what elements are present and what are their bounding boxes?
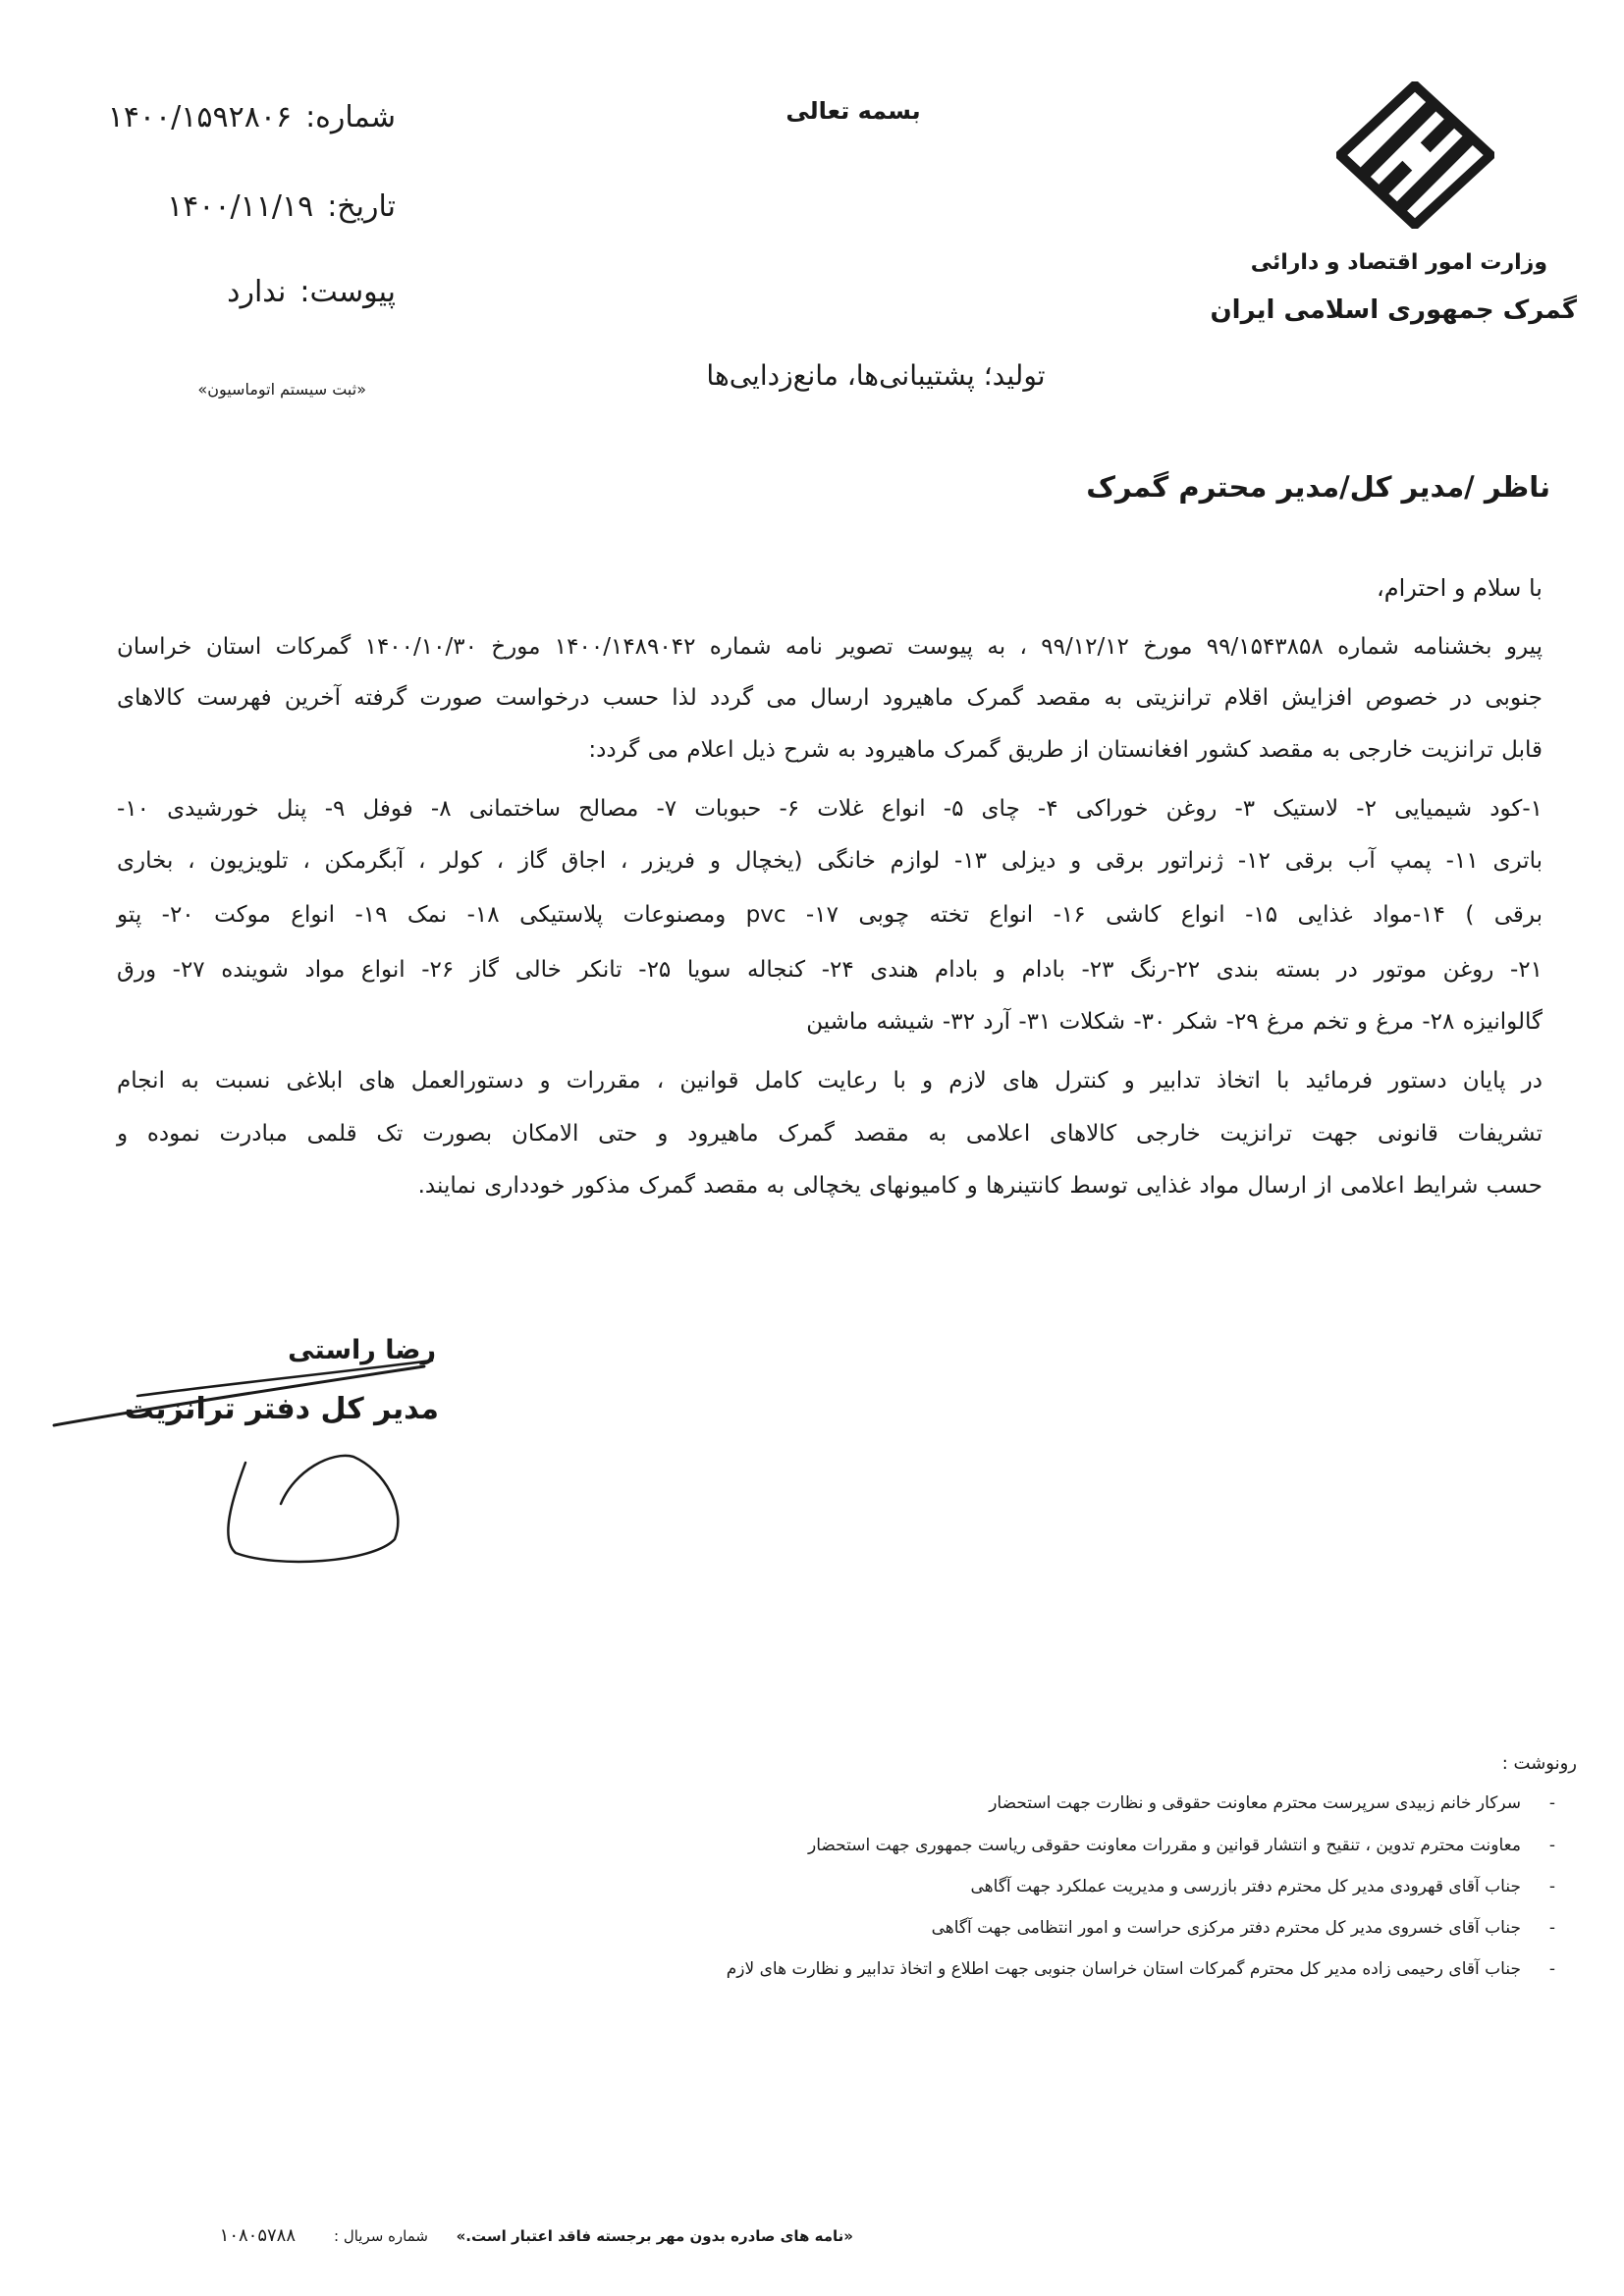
cc-bullet: -: [1548, 1877, 1555, 1896]
serial-number-label: شماره سریال :: [334, 2227, 428, 2245]
letter-number-label: شماره:: [305, 100, 396, 134]
signatory-title: مدیر کل دفتر ترانزیت: [124, 1392, 439, 1426]
customs-emblem-icon: [1336, 81, 1494, 229]
cc-item: جناب آقای قهرودی مدیر کل محترم دفتر بازرسی و مدیریت عملکرد جهت آگاهی: [970, 1877, 1521, 1896]
cc-bullet: -: [1548, 1793, 1555, 1813]
body-line: ۱-کود شیمیایی ۲- لاستیک ۳- روغن خوراکی ۴- چای ۵- انواع غلات ۶- حبوبات ۷- مصالح ساختمانی ۸- فوفل ۹- پنل خورشیدی ۱۰-: [117, 796, 1543, 822]
letter-date-label: تاریخ:: [327, 189, 396, 224]
organization-name: گمرک جمهوری اسلامی ایران: [1210, 295, 1577, 325]
letter-attachment-value: ندارد: [227, 275, 287, 309]
body-line: حسب شرایط اعلامی از ارسال مواد غذایی توسط کانتینرها و کامیونهای یخچالی به مقصد گمرک مذکور خودداری نمایند.: [417, 1173, 1543, 1199]
cc-item: سرکار خانم زبیدی سرپرست محترم معاونت حقوقی و نظارت جهت استحضار: [989, 1793, 1521, 1813]
greeting-line: با سلام و احترام،: [1376, 574, 1543, 602]
cc-item: جناب آقای رحیمی زاده مدیر کل محترم گمرکات استان خراسان جنوبی جهت اطلاع و اتخاذ تدابیر و نظارت های لازم: [726, 1959, 1521, 1979]
serial-number-value: ۱۰۸۰۵۷۸۸: [219, 2225, 296, 2246]
registration-note: «ثبت سیستم اتوماسیون»: [197, 380, 366, 399]
cc-label: رونوشت :: [1501, 1753, 1577, 1774]
body-line: قابل ترانزیت خارجی به مقصد کشور افغانستان از طریق گمرک ماهیرود به شرح ذیل اعلام می گردد:: [588, 737, 1543, 763]
letter-number-value: ۱۴۰۰/۱۵۹۲۸۰۶: [107, 100, 293, 134]
cc-bullet: -: [1548, 1836, 1555, 1855]
body-line: ۲۱- روغن موتور در بسته بندی ۲۲-رنگ ۲۳- بادام و بادام هندی ۲۴- کنجاله سویا ۲۵- تانکر خالی گاز ۲۶- انواع مواد شوینده ۲۷- ورق: [117, 957, 1543, 983]
ministry-name: وزارت امور اقتصاد و دارائی: [1250, 250, 1547, 275]
validity-note: «نامه های صادره بدون مهر برجسته فاقد اعتبار است.»: [456, 2227, 853, 2245]
body-line: برقی ) ۱۴-مواد غذایی ۱۵- انواع کاشی ۱۶- انواع تخته چوبی ۱۷- pvc ومصنوعات پلاستیکی ۱۸- نمک ۱۹- انواع موکت ۲۰- پتو: [117, 902, 1543, 928]
recipient-line: ناظر /مدیر کل/مدیر محترم گمرک: [1086, 470, 1550, 504]
body-line: پیرو بخشنامه شماره ۹۹/۱۵۴۳۸۵۸ مورخ ۹۹/۱۲/۱۲ ، به پیوست تصویر نامه شماره ۱۴۰۰/۱۴۸۹۰۴۲ مورخ ۱۴۰۰/۱۰/۳۰ گمرکات استان خراسان: [117, 634, 1543, 660]
signatory-name: رضا راستی: [288, 1335, 436, 1365]
body-line: در پایان دستور فرمائید با اتخاذ تدابیر و کنترل های لازم و با رعایت کامل قوانین ، مقررات و دستورالعمل های ابلاغی نسبت به انجام: [117, 1068, 1543, 1094]
letter-attachment-label: پیوست:: [299, 275, 396, 309]
year-slogan: تولید؛ پشتیبانی‌ها، مانع‌زدایی‌ها: [706, 359, 1046, 392]
body-line: گالوانیزه ۲۸- مرغ و تخم مرغ ۲۹- شکر ۳۰- شکلات ۳۱- آرد ۳۲- شیشه ماشین: [806, 1009, 1543, 1035]
invocation-heading: بسمه تعالی: [785, 97, 921, 125]
cc-bullet: -: [1548, 1959, 1555, 1979]
cc-item: معاونت محترم تدوین ، تنقیح و انتشار قوانین و مقررات معاونت حقوقی ریاست جمهوری جهت استحضار: [808, 1836, 1521, 1855]
body-line: جنوبی در خصوص افزایش اقلام ترانزیتی به مقصد گمرک ماهیرود ارسال می گردد لذا حسب درخواست صورت گرفته آخرین فهرست کالاهای: [117, 685, 1543, 711]
letter-date: [167, 185, 396, 230]
letter-attachment: [227, 270, 396, 315]
letter-date-value: ۱۴۰۰/۱۱/۱۹: [167, 189, 314, 224]
handwritten-signature: [0, 1276, 491, 1590]
cc-item: جناب آقای خسروی مدیر کل محترم دفتر مرکزی حراست و امور انتظامی جهت آگاهی: [931, 1918, 1521, 1938]
cc-bullet: -: [1548, 1918, 1555, 1938]
body-line: تشریفات قانونی جهت ترانزیت خارجی کالاهای اعلامی به مقصد گمرک ماهیرود و حتی الامکان بصورت تک قلمی مبادرت نموده و: [117, 1121, 1543, 1147]
letter-number: [108, 95, 396, 140]
body-line: باتری ۱۱- پمپ آب برقی ۱۲- ژنراتور برقی و دیزلی ۱۳- لوازم خانگی (یخچال و فریزر ، اجاق گاز ، کولر ، آبگرمکن ، تلویزیون ، بخاری: [117, 848, 1543, 874]
